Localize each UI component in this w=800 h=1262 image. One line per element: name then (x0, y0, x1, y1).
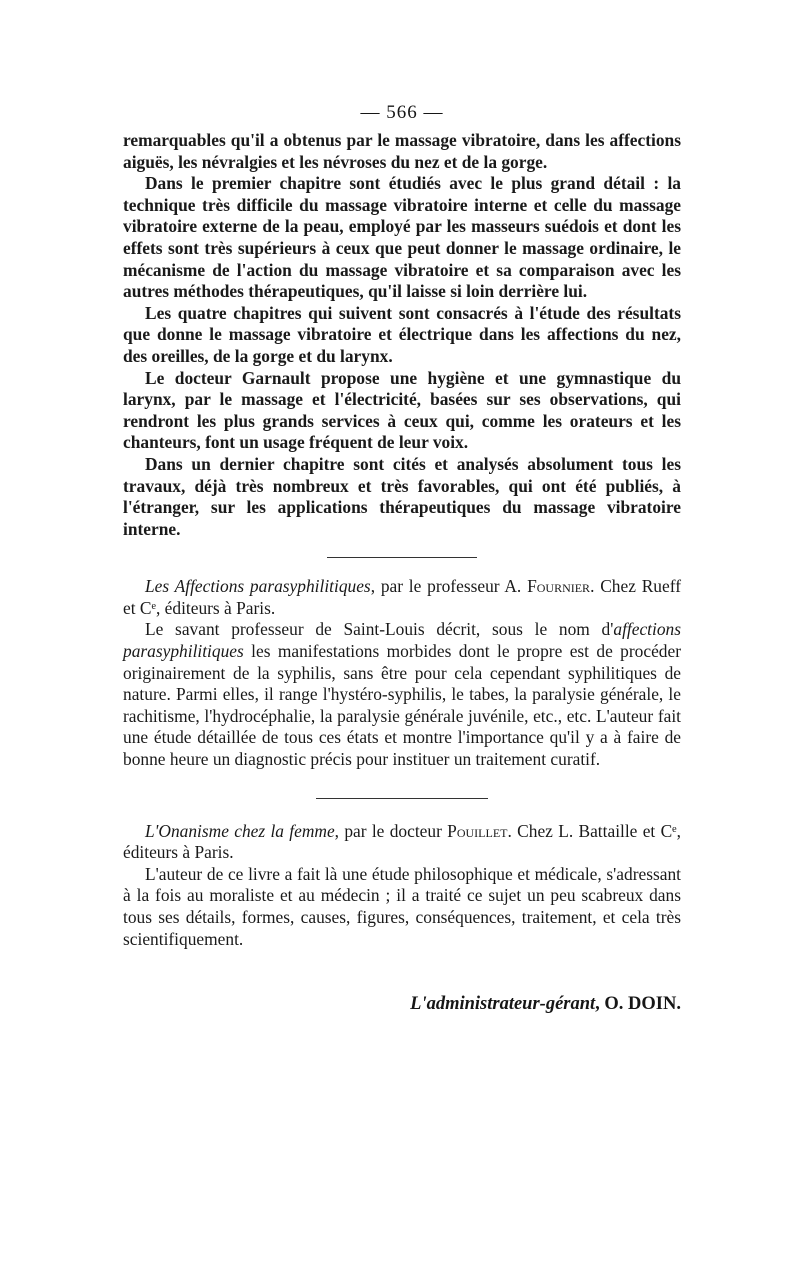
review-author-2: Pouillet (447, 820, 508, 841)
review-body-italic: affections parasyphilitiques (123, 619, 681, 662)
review-title-2: L'Onanisme chez la femme (145, 820, 335, 841)
paragraph-last-chapter: Dans un dernier chapitre sont cités et analysés absolument tous les travaux, déjà très nombreux et très favorables, qui ont été publiés, à l'étranger, sur les applications thérapeutiques du massage vibratoire interne. (123, 453, 681, 539)
paragraph-garnault: Le docteur Garnault propose une hygiène et une gymnastique du larynx, par le massage et l'électricité, basées sur ses observations, qui rendront les plus grands services à ceux qui, comme les orateurs et les chanteurs, font un usage fréquent de leur voix. (123, 367, 681, 453)
review-publisher-start-2: , par le docteur (334, 820, 448, 841)
paragraph-four-chapters: Les quatre chapitres qui suivent sont consacrés à l'étude des résultats que donne le massage vibratoire et électrique dans les affections du nez, des oreilles, de la gorge et du larynx. (123, 302, 681, 366)
review-body-end: les manifestations morbides dont le propre est de procéder originairement de la syphilis, sans être pour cela cependant syphilitiques de nature. Parmi elles, il range l'hystéro-syphilis, le tabes, la paralysie générale, le rachitisme, l'hydrocéphalie, la paralysie générale juvénile, etc., etc. L'auteur fait une étude détaillée de tous ces états et montre l'importance qu'il y a à faire de bonne heure un diagnostic précis pour instituer un traitement curatif. (123, 641, 681, 770)
review-title: Les Affections parasyphilitiques (145, 576, 371, 597)
review-publisher-start: , par le professeur A. (370, 576, 528, 597)
signature-name: , O. DOIN. (595, 994, 681, 1015)
review-heading-parasyphilitiques (123, 576, 681, 619)
page-number: — 566 — (360, 102, 444, 123)
review-body-start: Le savant professeur de Saint-Louis décrit, sous le nom d' (145, 619, 614, 640)
review-heading-onanisme (123, 821, 681, 864)
section-divider (327, 557, 477, 558)
review-body-parasyphilitiques (123, 619, 681, 770)
review-author: Fournier (527, 576, 591, 597)
section-divider-2 (316, 798, 488, 799)
page-content (123, 96, 681, 1015)
signature-role: L'administrateur-gérant (410, 994, 596, 1015)
signature (123, 994, 681, 1015)
review-body-onanisme: L'auteur de ce livre a fait là une étude philosophique et médicale, s'adressant à la fois au moraliste et au médecin ; il a traité ce sujet un peu scabreux dans tous ses détails, formes, causes, figures, conséquences, traitement, et cela très scientifiquement. (123, 863, 681, 949)
paragraph-first-chapter: Dans le premier chapitre sont étudiés avec le plus grand détail : la technique très difficile du massage vibratoire interne et celle du massage vibratoire externe de la peau, employé par les masseurs suédois et dont les effets sont très supérieurs à ceux que peut donner le massage ordinaire, le mécanisme de l'action du massage vibratoire et sa comparaison avec les autres méthodes thérapeutiques, qu'il laisse si loin derrière lui. (123, 173, 681, 302)
review-publisher-end: . Chez Rueff et Cᵉ, éditeurs à Paris. (123, 576, 681, 618)
review-publisher-end-2: . Chez L. Battaille et Cᵉ, éditeurs à Paris. (123, 820, 681, 863)
paragraph-continuation: remarquables qu'il a obtenus par le massage vibratoire, dans les affections aiguës, les névralgies et les névroses du nez et de la gorge. (123, 130, 681, 172)
